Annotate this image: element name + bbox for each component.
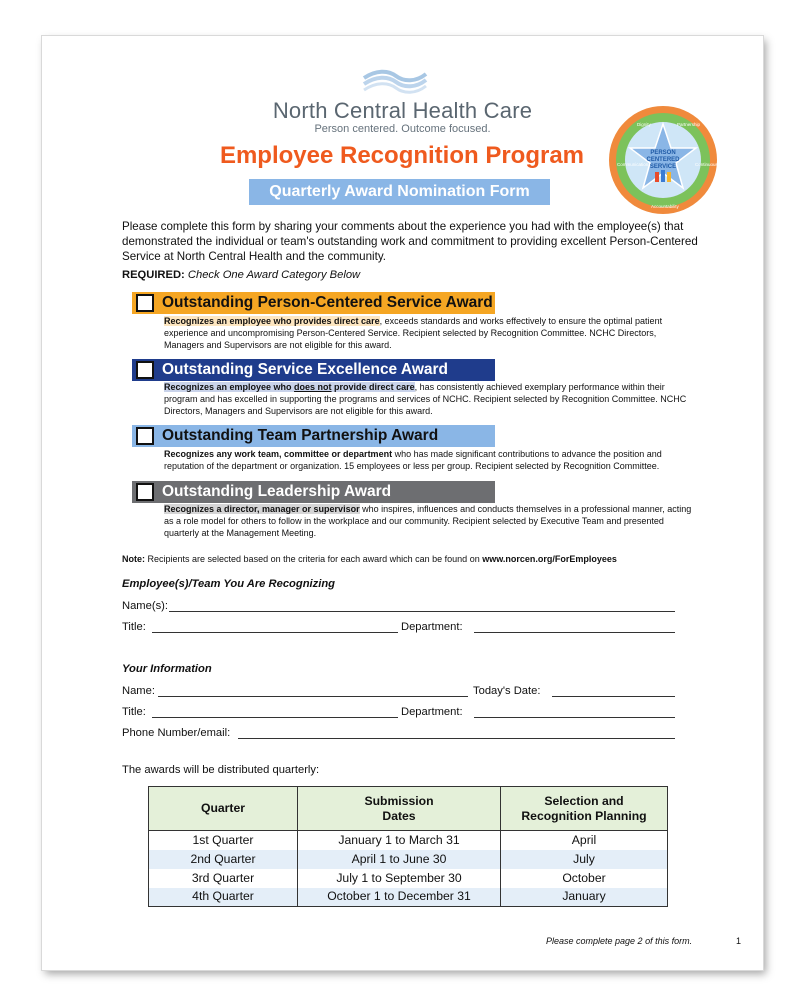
table-cell: 2nd Quarter [149,850,298,869]
org-tagline: Person centered. Outcome focused. [314,123,491,135]
table-header-row [149,787,668,831]
award-checkbox[interactable] [136,361,154,379]
award-description: Recognizes an employee who does not provide direct care, has consistently achieved exemplary performance within their program and has excelled in supporting the programs and services of NCHC. Recipient selected by Recognition Committee. NCHC Directors, Managers and Supervisors are not eligible for this award. [164,382,687,416]
svg-text:Communication: Communication [617,162,649,167]
required-instruction [122,269,360,281]
your-info-heading: Your Information [122,663,212,675]
names-label: Name(s): [122,600,168,612]
required-label: REQUIRED: [122,269,185,281]
table-row [149,831,668,850]
award-description: Recognizes an employee who provides direct care, exceeds standards and works effectively to ensure the optimal patient experience and uncompromising Person-Centered Service. Recipient selected by Recognition Committee. NCHC Directors, Managers and Supervisors are not eligible for this award. [164,316,663,350]
table-row [149,850,668,869]
table-cell: October [501,869,668,888]
award-title: Outstanding Leadership Award [162,483,392,500]
table-header: Submission Dates [298,787,501,831]
form-subtitle: Quarterly Award Nomination Form [249,179,550,205]
your-department-label: Department: [401,706,463,718]
table-cell: 1st Quarter [149,831,298,850]
required-text: Check One Award Category Below [187,269,361,281]
table-cell: 4th Quarter [149,888,298,907]
names-field[interactable] [169,600,675,612]
distribution-text: The awards will be distributed quarterly: [122,764,320,776]
name-field[interactable] [158,685,468,697]
svg-text:Partnership: Partnership [677,122,701,127]
table-cell: October 1 to December 31 [298,888,501,907]
person-centered-service-badge-icon [607,104,719,216]
title-field[interactable] [152,621,398,633]
title-label: Title: [122,621,146,633]
department-field[interactable] [474,621,675,633]
table-cell: July 1 to September 30 [298,869,501,888]
form-page [42,36,763,970]
table-cell: July [501,850,668,869]
date-label: Today's Date: [473,685,541,697]
award-service-excellence[interactable] [132,359,495,381]
award-title: Outstanding Team Partnership Award [162,427,439,444]
recognizing-heading: Employee(s)/Team You Are Recognizing [122,578,336,590]
svg-text:Continuous: Continuous [695,162,718,167]
table-row [149,888,668,907]
award-team-partnership[interactable] [132,425,495,447]
table-header: Quarter [149,787,298,831]
page-number: 1 [736,936,742,946]
phone-label: Phone Number/email: [122,727,231,739]
your-department-field[interactable] [474,706,675,718]
logo-waves-icon [362,68,428,94]
award-checkbox[interactable] [136,427,154,445]
department-label: Department: [401,621,463,633]
svg-text:PERSON: PERSON [650,150,676,156]
award-leadership[interactable] [132,481,495,503]
award-description: Recognizes any work team, committee or department who has made significant contributions to advance the position and reputation of the department or organization. 15 employees or less per group. Recipient selected by Recognition Committee. [164,449,662,471]
footer-note: Please complete page 2 of this form. [546,936,693,946]
program-title: Employee Recognition Program [219,142,585,169]
award-person-centered[interactable] [132,292,495,314]
date-field[interactable] [552,685,675,697]
quarter-schedule-table [148,786,668,907]
name-label: Name: [122,685,155,697]
award-description: Recognizes a director, manager or supervisor who inspires, influences and conducts themselves in a professional manner, acting as a role model for others to follow in the workplace and our community. Recipient selected by Executive Team and presented quarterly at the Management Meeting. [164,504,692,538]
award-checkbox[interactable] [136,483,154,501]
table-cell: January 1 to March 31 [298,831,501,850]
phone-field[interactable] [238,727,675,739]
table-cell: January [501,888,668,907]
org-name: North Central Health Care [272,98,533,123]
award-checkbox[interactable] [136,294,154,312]
note-text: Note: Recipients are selected based on the criteria for each award which can be found on www.norcen.org/ForEmployees [122,554,617,564]
svg-text:CENTERED: CENTERED [646,157,680,163]
table-cell: April [501,831,668,850]
intro-paragraph: Please complete this form by sharing your comments about the experience you had with the employee(s) that demonstrated the individual or team's outstanding work and commitment to providing excellent Person-Centered Service at North Central Health and the community. [122,220,698,263]
svg-text:Dignity: Dignity [637,122,651,127]
table-header: Selection and Recognition Planning [501,787,668,831]
svg-text:SERVICE: SERVICE [649,164,677,170]
your-title-field[interactable] [152,706,398,718]
table-cell: April 1 to June 30 [298,850,501,869]
svg-text:Accountability: Accountability [651,204,679,209]
award-title: Outstanding Service Excellence Award [162,361,449,378]
note-label: Note: [122,554,145,564]
your-title-label: Title: [122,706,146,718]
table-cell: 3rd Quarter [149,869,298,888]
award-title: Outstanding Person-Centered Service Award [162,294,493,311]
note-link[interactable]: www.norcen.org/ForEmployees [482,554,617,564]
table-row [149,869,668,888]
